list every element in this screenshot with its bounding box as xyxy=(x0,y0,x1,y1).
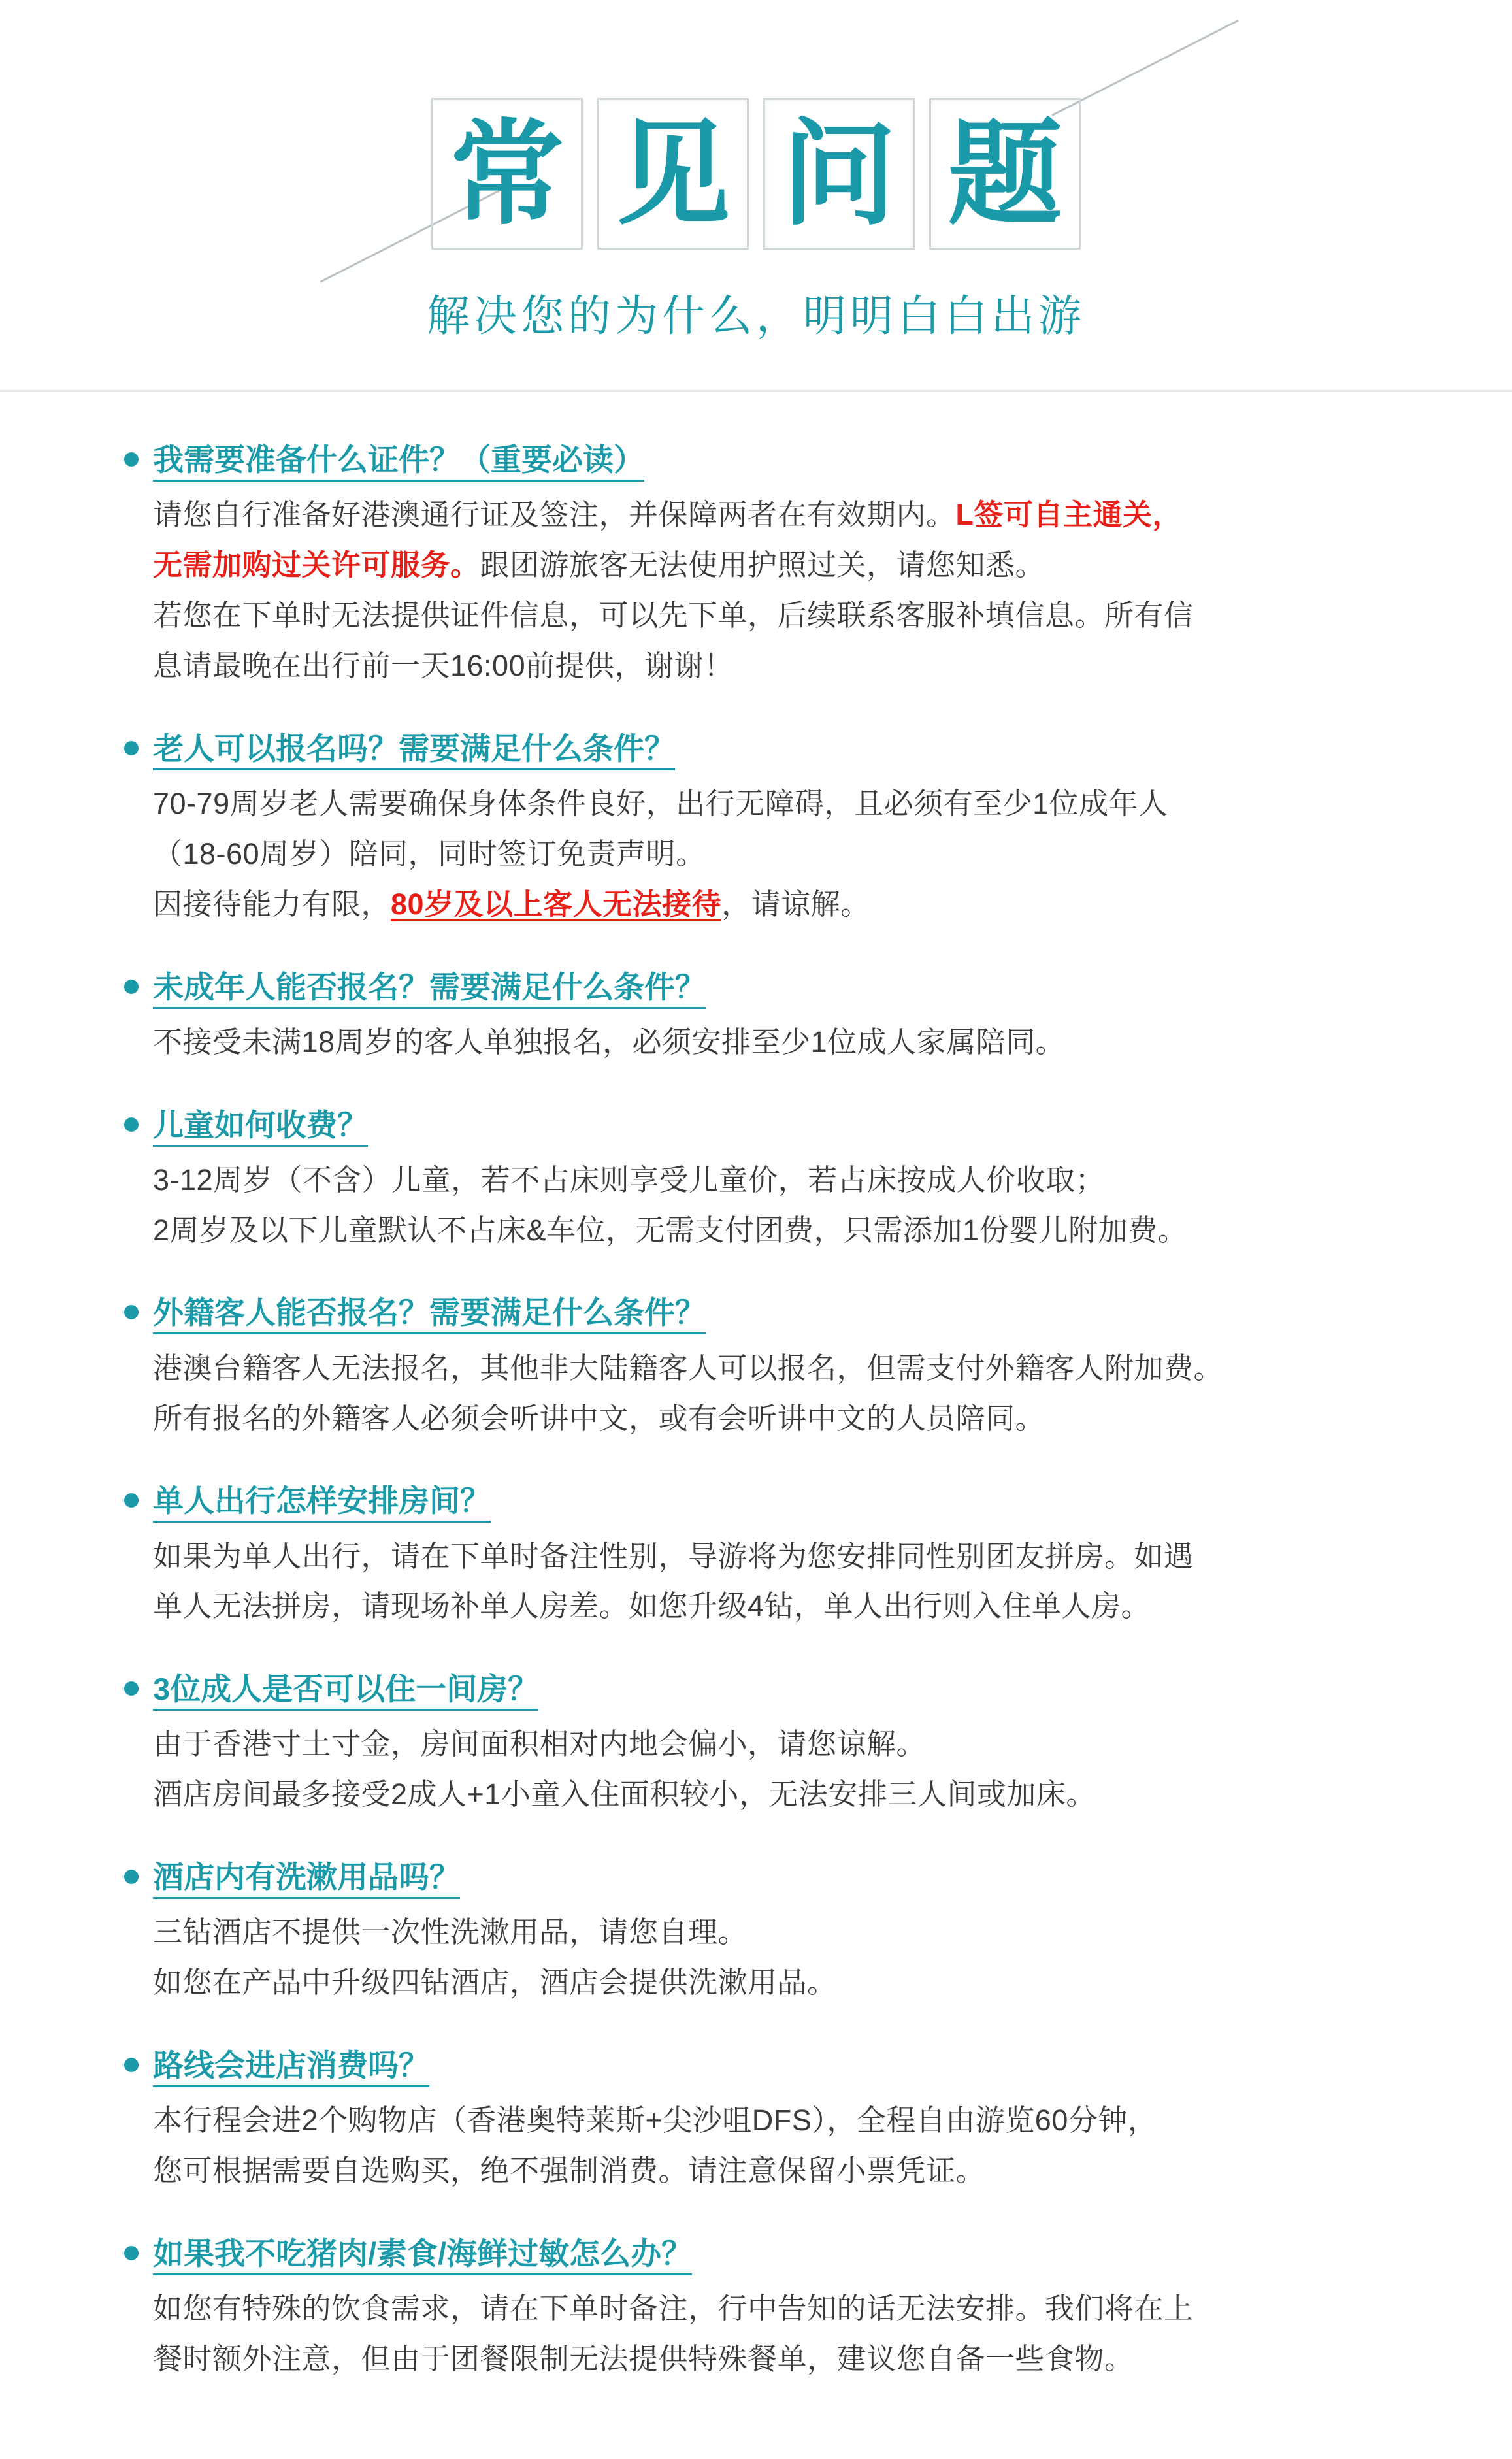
faq-answer-line xyxy=(153,1909,1388,1956)
faq-question-row xyxy=(124,1479,1388,1523)
page-subtitle: 解决您的为什么，明明白白出游 xyxy=(427,291,1085,341)
faq-answer-line xyxy=(153,542,1388,589)
bullet-icon xyxy=(124,452,139,467)
faq-answer xyxy=(124,1345,1388,1443)
answer-text: 请您自行准备好港澳通行证及签注，并保障两者在有效期内。 xyxy=(153,498,956,532)
faq-answer xyxy=(124,1909,1388,2007)
bullet-icon xyxy=(124,980,139,994)
answer-text: 如果为单人出行，请在下单时备注性别，导游将为您安排同性别团友拼房。如遇 xyxy=(153,1539,1194,1573)
faq-question: 3位成人是否可以住一间房？ xyxy=(153,1672,538,1711)
answer-highlight: 无需加购过关许可服务。 xyxy=(153,548,480,582)
answer-text: 单人无法拼房，请现场补单人房差。如您升级4钻，单人出行则入住单人房。 xyxy=(153,1589,1151,1623)
faq-answer-line xyxy=(153,1207,1388,1255)
faq-question: 未成年人能否报名？需要满足什么条件？ xyxy=(153,970,706,1009)
faq-item xyxy=(124,438,1388,690)
title-block xyxy=(427,98,1085,343)
faq-answer xyxy=(124,2285,1388,2383)
faq-question-row xyxy=(124,727,1388,771)
faq-question: 酒店内有洗漱用品吗？ xyxy=(153,1860,460,1899)
answer-text: 所有报名的外籍客人必须会听讲中文，或有会听讲中文的人员陪同。 xyxy=(153,1401,1045,1435)
faq-item xyxy=(124,1291,1388,1442)
bullet-icon xyxy=(124,1681,139,1696)
faq-question: 路线会进店消费吗？ xyxy=(153,2048,429,2087)
answer-text: 息请最晚在出行前一天16:00前提供，谢谢！ xyxy=(153,648,734,682)
faq-answer xyxy=(124,2097,1388,2195)
bullet-icon xyxy=(124,2058,139,2072)
faq-answer-line xyxy=(153,881,1388,929)
answer-text: 70-79周岁老人需要确保身体条件良好，出行无障碍，且必须有至少1位成年人 xyxy=(153,786,1168,820)
faq-item xyxy=(124,2232,1388,2383)
answer-highlight: L签可自主通关， xyxy=(955,498,1183,532)
faq-answer-line xyxy=(153,1959,1388,2007)
faq-answer-line xyxy=(153,642,1388,690)
faq-question-row xyxy=(124,965,1388,1010)
title-char-3: 问 xyxy=(763,98,915,250)
faq-question: 如果我不吃猪肉/素食/海鲜过敏怎么办？ xyxy=(153,2236,692,2275)
faq-answer xyxy=(124,1157,1388,1255)
answer-text: 如您在产品中升级四钻酒店，酒店会提供洗漱用品。 xyxy=(153,1966,837,2000)
faq-question: 我需要准备什么证件？（重要必读） xyxy=(153,442,644,482)
faq-item xyxy=(124,1479,1388,1630)
faq-answer-line xyxy=(153,1771,1388,1819)
answer-text: 若您在下单时无法提供证件信息，可以先下单，后续联系客服补填信息。所有信 xyxy=(153,598,1194,632)
faq-answer-line xyxy=(153,1019,1388,1066)
faq-answer-line xyxy=(153,1157,1388,1204)
bullet-icon xyxy=(124,1117,139,1132)
faq-answer-line xyxy=(153,2097,1388,2145)
answer-text: 酒店房间最多接受2成人+1小童入住面积较小，无法安排三人间或加床。 xyxy=(153,1777,1096,1811)
faq-item xyxy=(124,2043,1388,2195)
faq-answer-line xyxy=(153,1395,1388,1443)
faq-answer xyxy=(124,1533,1388,1631)
faq-question-row xyxy=(124,1667,1388,1711)
answer-text: 因接待能力有限， xyxy=(153,887,391,921)
faq-answer xyxy=(124,1019,1388,1066)
faq-question: 老人可以报名吗？需要满足什么条件？ xyxy=(153,731,675,770)
bullet-icon xyxy=(124,1870,139,1884)
faq-item xyxy=(124,1855,1388,2007)
faq-answer-line xyxy=(153,1721,1388,1768)
title-char-1: 常 xyxy=(431,98,583,250)
faq-question-row xyxy=(124,2232,1388,2276)
faq-item xyxy=(124,1667,1388,1819)
faq-answer-line xyxy=(153,2285,1388,2333)
faq-question: 单人出行怎样安排房间？ xyxy=(153,1483,491,1523)
faq-question: 儿童如何收费？ xyxy=(153,1108,368,1147)
faq-answer-line xyxy=(153,2335,1388,2383)
faq-answer-line xyxy=(153,1583,1388,1630)
title-char-4: 题 xyxy=(929,98,1081,250)
answer-highlight: 80岁及以上客人无法接待 xyxy=(391,887,722,921)
answer-text: 三钻酒店不提供一次性洗漱用品，请您自理。 xyxy=(153,1915,748,1949)
answer-text: 3-12周岁（不含）儿童，若不占床则享受儿童价，若占床按成人价收取； xyxy=(153,1163,1106,1196)
answer-text: ，请谅解。 xyxy=(721,887,870,921)
bullet-icon xyxy=(124,2246,139,2260)
answer-text: （18-60周岁）陪同，同时签订免责声明。 xyxy=(153,836,706,870)
faq-answer xyxy=(124,780,1388,929)
page-header xyxy=(0,0,1512,392)
faq-question-row xyxy=(124,1855,1388,1900)
faq-question-row xyxy=(124,1103,1388,1147)
faq-question-row xyxy=(124,2043,1388,2088)
faq-answer xyxy=(124,491,1388,690)
faq-question-row xyxy=(124,1291,1388,1335)
answer-text: 港澳台籍客人无法报名，其他非大陆籍客人可以报名，但需支付外籍客人附加费。 xyxy=(153,1351,1224,1385)
answer-text: 如您有特殊的饮食需求，请在下单时备注，行中告知的话无法安排。我们将在上 xyxy=(153,2292,1194,2326)
faq-answer-line xyxy=(153,1533,1388,1581)
bullet-icon xyxy=(124,1493,139,1508)
faq-answer-line xyxy=(153,2147,1388,2195)
faq-answer-line xyxy=(153,1345,1388,1393)
faq-list xyxy=(0,392,1512,2383)
faq-answer-line xyxy=(153,780,1388,828)
answer-text: 由于香港寸土寸金，房间面积相对内地会偏小，请您谅解。 xyxy=(153,1727,927,1761)
faq-question: 外籍客人能否报名？需要满足什么条件？ xyxy=(153,1295,706,1334)
faq-answer-line xyxy=(153,491,1388,539)
faq-answer xyxy=(124,1721,1388,1819)
bullet-icon xyxy=(124,741,139,755)
answer-text: 跟团游旅客无法使用护照过关，请您知悉。 xyxy=(480,548,1045,582)
faq-question-row xyxy=(124,438,1388,482)
faq-item xyxy=(124,965,1388,1066)
answer-text: 您可根据需要自选购买，绝不强制消费。请注意保留小票凭证。 xyxy=(153,2154,986,2188)
bullet-icon xyxy=(124,1305,139,1319)
title-character-boxes xyxy=(431,98,1081,250)
answer-text: 2周岁及以下儿童默认不占床&车位，无需支付团费，只需添加1份婴儿附加费。 xyxy=(153,1213,1188,1247)
faq-item xyxy=(124,1103,1388,1255)
faq-answer-line xyxy=(153,592,1388,640)
faq-answer-line xyxy=(153,831,1388,878)
answer-text: 餐时额外注意，但由于团餐限制无法提供特殊餐单，建议您自备一些食物。 xyxy=(153,2342,1134,2376)
faq-item xyxy=(124,727,1388,929)
answer-text: 本行程会进2个购物店（香港奥特莱斯+尖沙咀DFS），全程自由游览60分钟， xyxy=(153,2104,1158,2137)
answer-text: 不接受未满18周岁的客人单独报名，必须安排至少1位成人家属陪同。 xyxy=(153,1025,1066,1059)
title-char-2: 见 xyxy=(597,98,749,250)
